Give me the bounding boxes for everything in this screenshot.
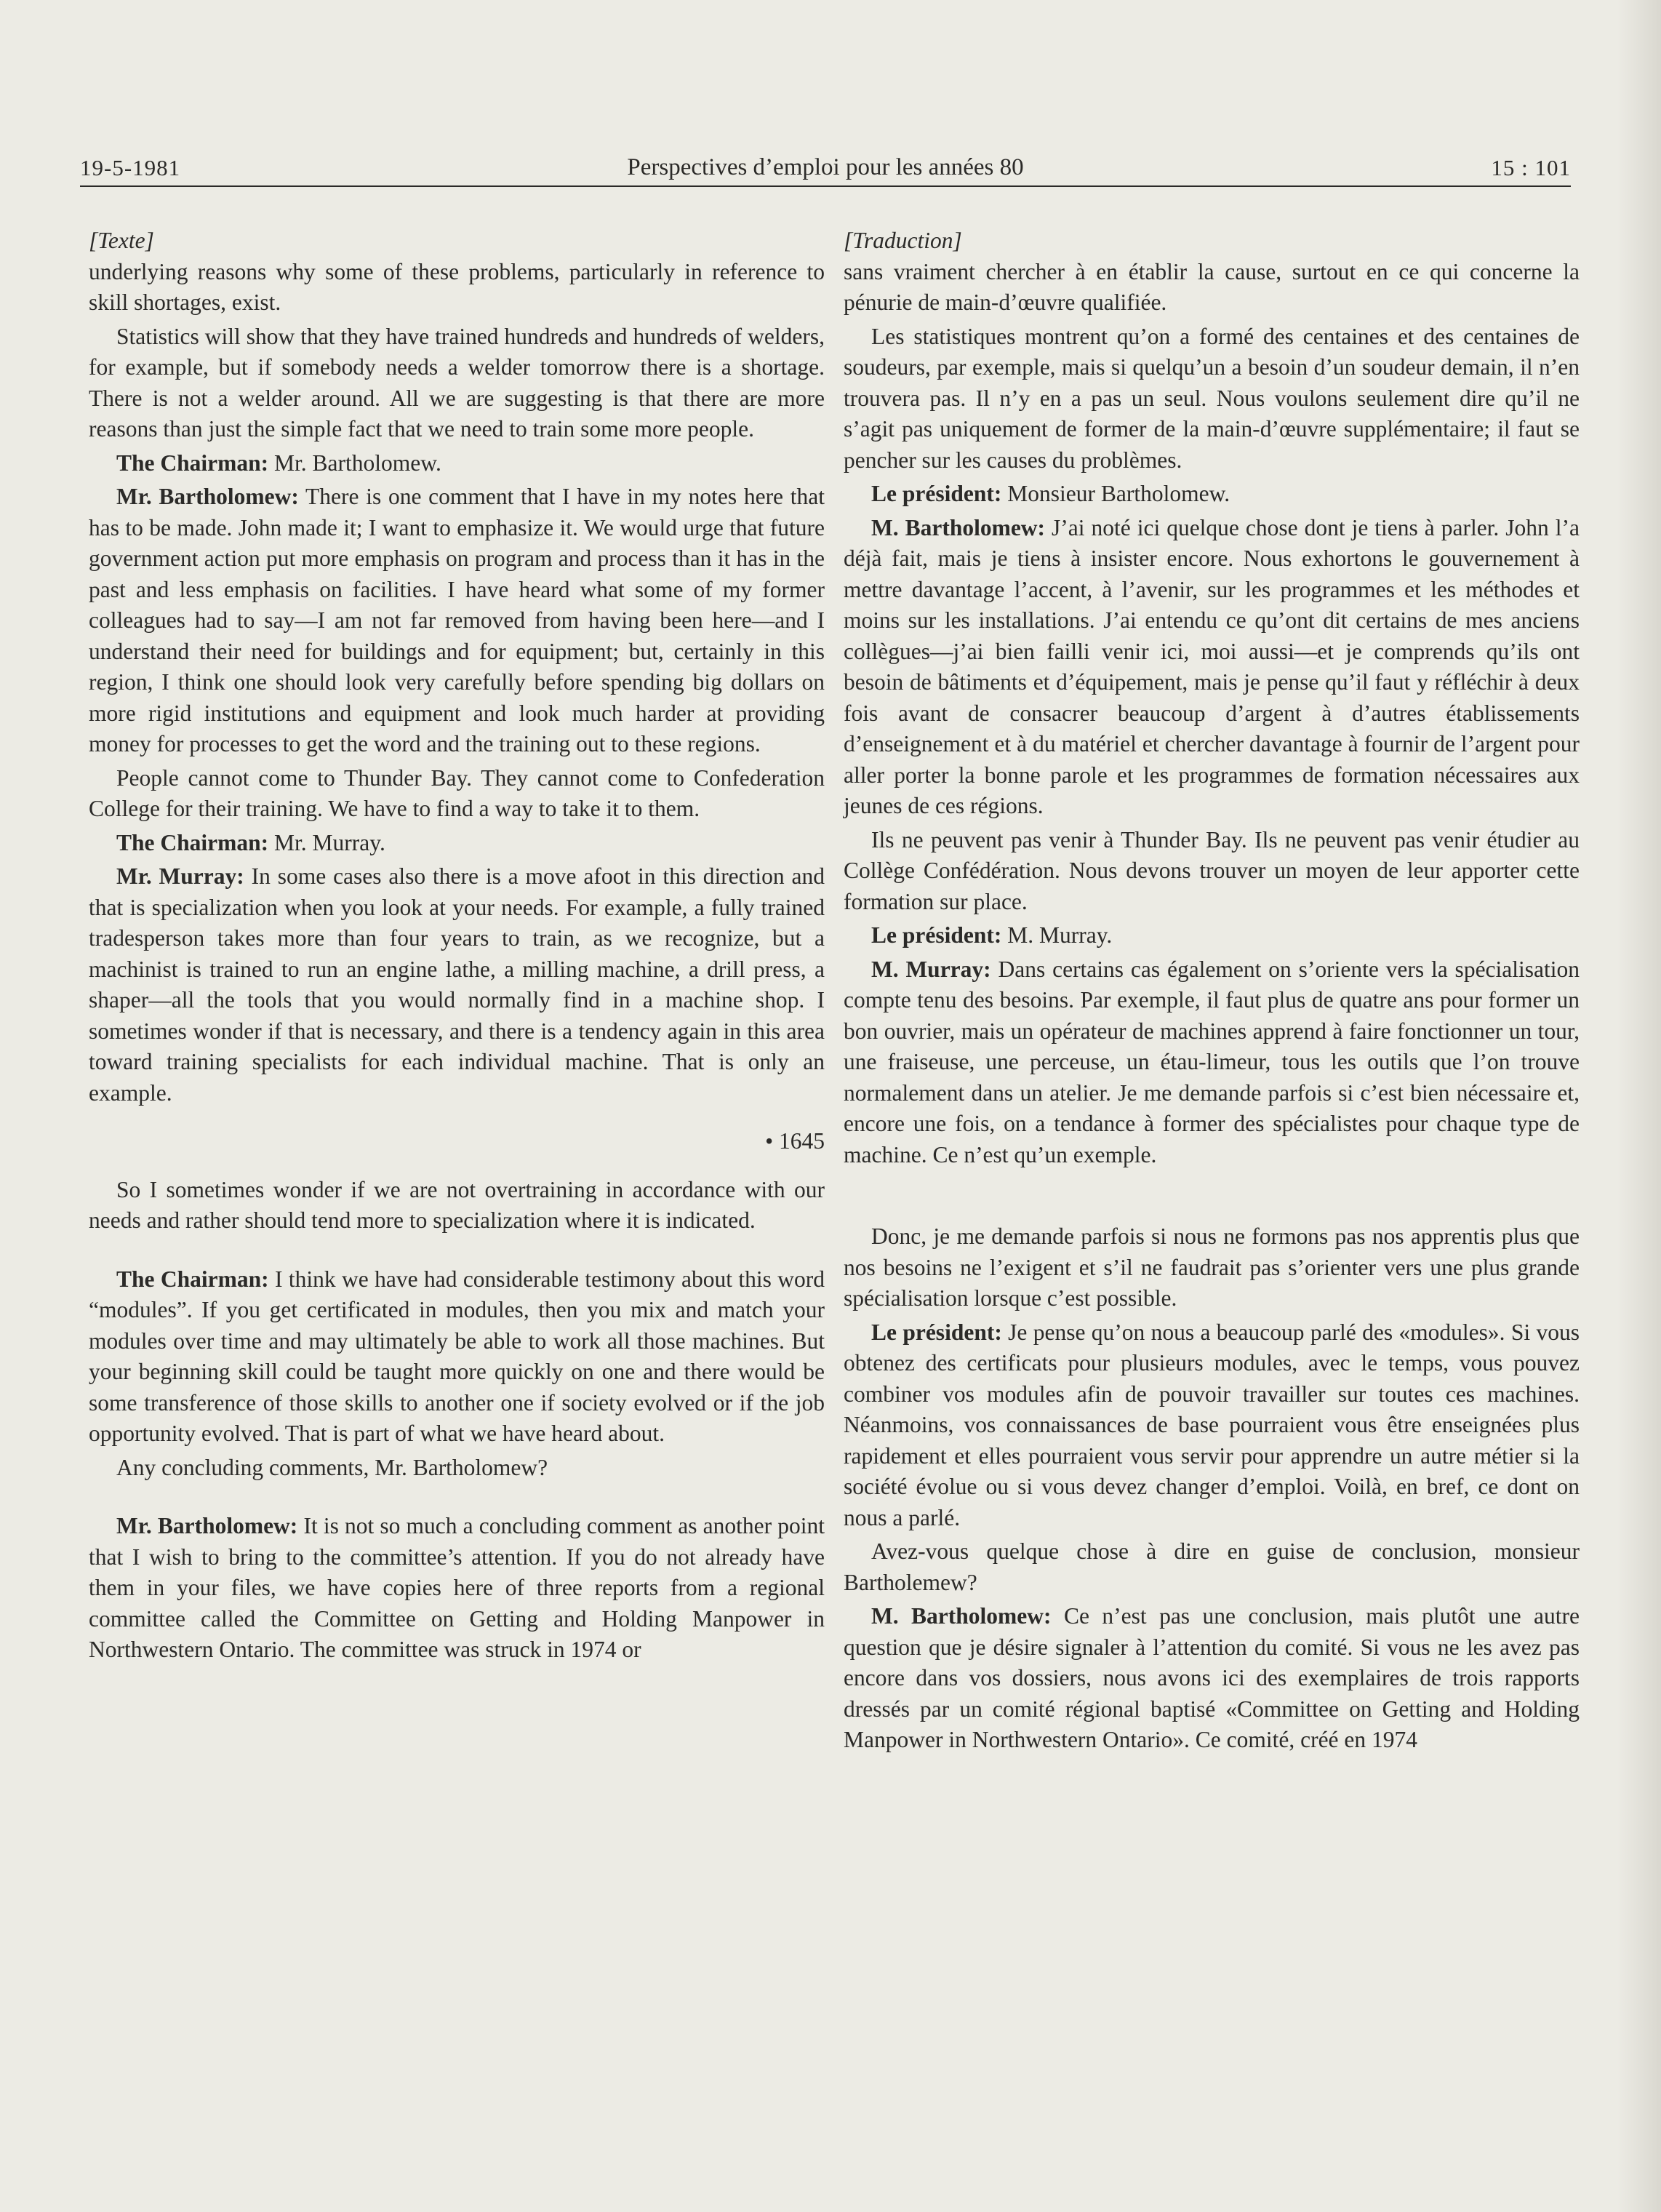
french-column [844,225,1580,1759]
speaker-name: Le président: [871,481,1002,506]
page-header [80,142,1571,187]
speaker-paragraph [89,1264,825,1450]
speaker-paragraph [844,1317,1580,1534]
paragraph: Les statistiques montrent qu’on a formé des centaines et des centaines de soudeurs, par exemple, mais si quelqu’un a besoin d’un soudeur demain, il n’en trouvera pas. Il n’y en a pas un seul. Nous voulons seulement dire qu’il ne s’agit pas uniquement de former de la main-d’œuvre supplémentaire; il faut se pencher sur les causes du problèmes. [844,323,1580,473]
speaker-paragraph [844,920,1580,951]
header-title: Perspectives d’emploi pour les années 80 [627,154,1024,180]
speaker-paragraph [844,954,1580,1171]
paragraph: Donc, je me demande parfois si nous ne formons pas nos apprentis plus que nos besoins ne l’exigent et s’il ne faudrait pas s’orienter vers une plus grande spécialisation lorsque c’est possible. [844,1223,1580,1311]
speaker-name: The Chairman: [116,1266,269,1292]
speaker-name: Mr. Bartholomew: [116,484,299,509]
speaker-paragraph [89,861,825,1109]
speech-text: M. Murray. [1001,922,1113,948]
paragraph: sans vraiment chercher à en établir la cause, surtout en ce qui concerne la pénurie de main-d’œuvre qualifiée. [844,258,1580,315]
english-column [89,225,825,1669]
header-date: 19-5-1981 [80,155,181,180]
column-tag: [Traduction] [844,228,962,253]
speech-text: There is one comment that I have in my notes here that has to be made. John made it; I want to emphasize it. We would urge that future government action put more emphasis on program and process than it has in the past and less emphasis on facilities. I have heard what some of my former colleagues had to say—I am not far removed from having been here—and I understand their need for buildings and for equipment; but, certainly in this region, I think one should look very carefully before spending big dollars on more rigid institutions and equipment and look much harder at providing money for processes to get the word and the training out to these regions. [89,484,825,756]
paragraph: underlying reasons why some of these problems, particularly in reference to skill shortages, exist. [89,258,825,315]
paragraph: Statistics will show that they have trained hundreds and hundreds of welders, for example, but if somebody needs a welder tomorrow there is a shortage. There is not a welder around. All we are suggesting is that there are more reasons than just the simple fact that we need to train some more people. [89,323,825,442]
time-marker: • 1645 [765,1128,825,1154]
speech-text: Mr. Bartholomew. [268,450,441,476]
speaker-name: Mr. Murray: [116,863,244,889]
speaker-paragraph [844,479,1580,510]
speaker-paragraph [89,482,825,760]
page-edge-shadow [1617,0,1661,2212]
header-page-number: 15 : 101 [1491,155,1571,180]
speaker-name: M. Bartholomew: [871,514,1046,540]
paragraph: So I sometimes wonder if we are not overtraining in accordance with our needs and rather should tend more to specialization where it is indicated. [89,1176,825,1233]
speech-text: Dans certains cas également on s’oriente vers la spécialisation compte tenu des besoins. Par exemple, il faut plus de quatre ans pour former un bon ouvrier, mais un opérateur de machines apprend à faire fonctionner un tour, une fraiseuse, une perceuse, un étau-limeur, tous les outils que l’on trouve normalement dans un atelier. Je me demande parfois si c’est bien nécessaire et, encore une fois, on a tendance à former des spécialistes pour chaque type de machine. Ce n’est qu’un exemple. [844,956,1580,1167]
speaker-paragraph [844,1601,1580,1756]
paragraph: Any concluding comments, Mr. Bartholomew? [116,1454,548,1480]
speaker-name: The Chairman: [116,450,269,476]
speech-text: In some cases also there is a move afoot in this direction and that is specialization when you look at your needs. For example, a fully trained tradesperson takes more than four years to train, as we recognize, but a machinist is trained to run an engine lathe, a milling machine, a drill press, a shaper—all the tools that you would normally find in a machine shop. I sometimes wonder if that is necessary, and there is a tendency again in this area toward training specialists for each individual machine. That is only an example. [89,863,825,1106]
header-rule [80,185,1571,187]
speaker-name: The Chairman: [116,829,269,855]
speaker-name: Le président: [871,922,1002,948]
speaker-paragraph [89,1511,825,1666]
speaker-name: Mr. Bartholomew: [116,1513,298,1538]
paragraph: People cannot come to Thunder Bay. They cannot come to Confederation College for their training. We have to find a way to take it to them. [89,764,825,821]
speech-text: I think we have had considerable testimony about this word “modules”. If you get certificated in modules, then you mix and match your modules over time and may ultimately be able to work all those machines. But your beginning skill could be taught more quickly on one and there would be some transference of those skills to another one if society evolved or if the job opportunity evolved. That is part of what we have heard about. [89,1266,825,1446]
speech-text: It is not so much a concluding comment as another point that I wish to bring to the committee’s attention. If you do not already have them in your files, we have copies here of three reports from a regional committee called the Committee on Getting and Holding Manpower in Northwestern Ontario. The committee was struck in 1974 or [89,1513,825,1662]
speaker-name: M. Murray: [871,956,991,982]
speaker-name: Le président: [871,1319,1002,1345]
speaker-paragraph [844,513,1580,822]
speaker-paragraph [89,828,825,859]
speaker-paragraph [89,448,825,479]
speech-text: Ce n’est pas une conclusion, mais plutôt une autre question que je désire signaler à l’attention du comité. Si vous ne les avez pas encore dans vos dossiers, nous avons ici des exemplaires de trois rapports dressés par un comité régional baptisé «Committee on Getting and Holding Manpower in Northwestern Ontario». Ce comité, créé en 1974 [844,1603,1580,1752]
speaker-name: M. Bartholomew: [871,1603,1052,1629]
paragraph: Avez-vous quelque chose à dire en guise de conclusion, monsieur Bartholemew? [844,1538,1580,1595]
speech-text: Je pense qu’on nous a beaucoup parlé des «modules». Si vous obtenez des certificats pour plusieurs modules, avec le temps, vous pouvez combiner vos modules afin de pouvoir travailler sur toutes ces machines. Néanmoins, vos connaissances de base pourraient vous être enseignées plus rapidement et elles pourraient vous servir pour apprendre un autre métier si la société évolue ou si vous devez changer d’emploi. Voilà, en bref, ce dont on nous a parlé. [844,1319,1580,1530]
paragraph: Ils ne peuvent pas venir à Thunder Bay. Ils ne peuvent pas venir étudier au Collège Confédération. Nous devons trouver un moyen de leur apporter cette formation sur place. [844,826,1580,914]
speech-text: Monsieur Bartholomew. [1001,481,1230,506]
column-tag: [Texte] [89,228,154,253]
speech-text: Mr. Murray. [268,829,385,855]
speech-text: J’ai noté ici quelque chose dont je tiens à parler. John l’a déjà fait, mais je tiens à insister encore. Nous exhortons le gouvernement à mettre davantage l’accent, à l’avenir, sur les programmes et les méthodes et moins sur les installations. J’ai entendu ce qu’ont dit certains de mes anciens collègues—j’ai bien failli venir ici, moi aussi—et je comprends qu’ils ont besoin de bâtiments et d’équipement, mais je pense qu’il faut y réfléchir à deux fois avant de consacrer beaucoup d’argent à d’autres établissements d’enseignement et à du matériel et chercher davantage à fournir de l’argent pour aller porter la bonne parole et les programmes de formation nécessaires aux jeunes de ces régions. [844,514,1580,818]
